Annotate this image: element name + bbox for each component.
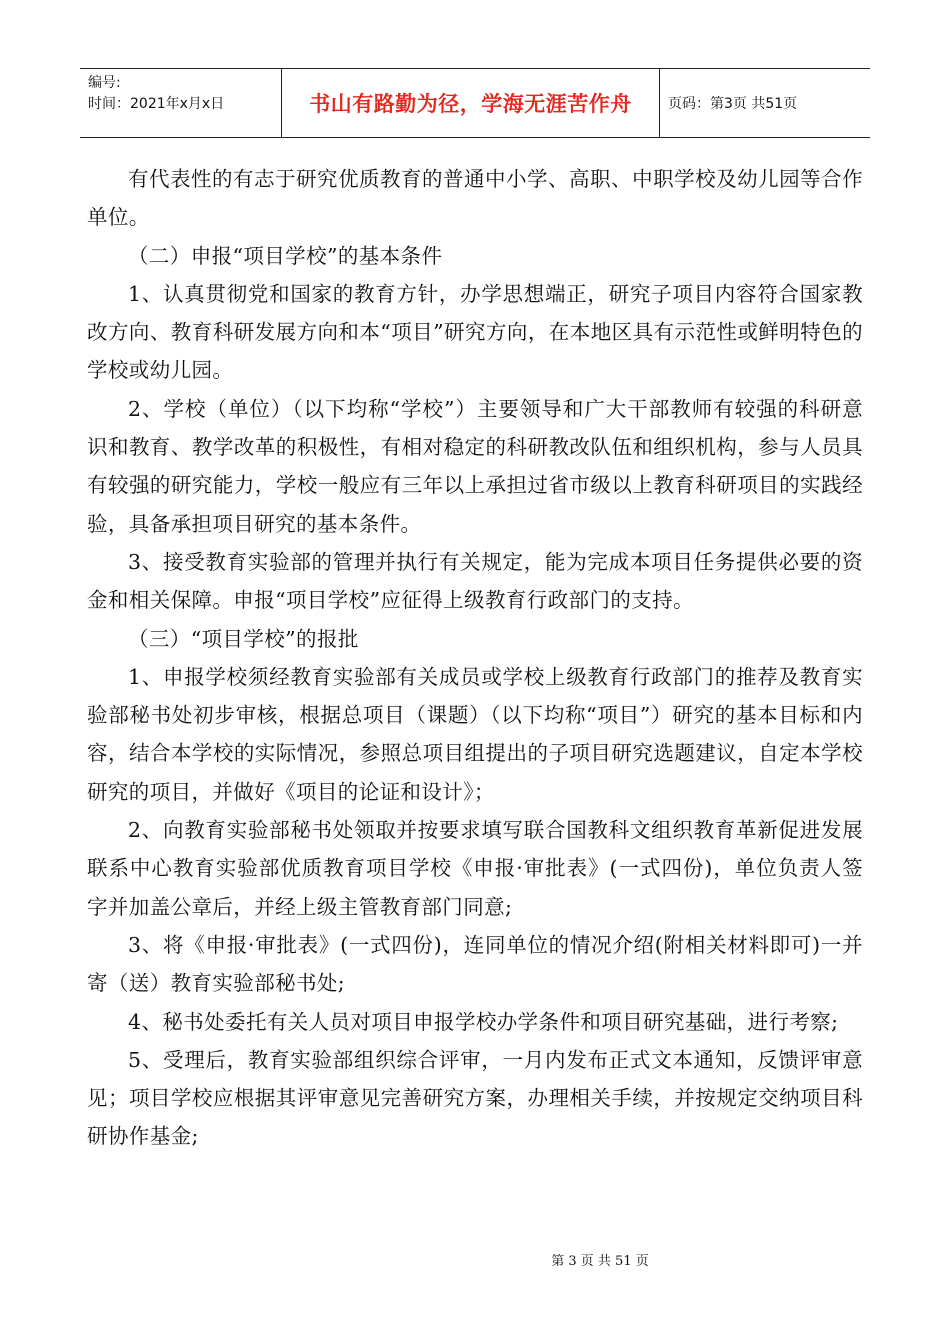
paragraph: 4、秘书处委托有关人员对项目申报学校办学条件和项目研究基础，进行考察; (128, 1009, 839, 1034)
paragraph: 1、申报学校须经教育实验部有关成员或学校上级教育行政部门的推荐及教育实验部秘书处初步审核，根据总项目（课题）（以下均称“项目”）研究的基本目标和内容，结合本学校的实际情况，参照总项目组提出的子项目研究选题建议，自定本学校研究的项目，并做好《项目的论证和设计》； (87, 664, 863, 804)
paragraph: 有代表性的有志于研究优质教育的普通中小学、高职、中职学校及幼儿园等合作单位。 (87, 167, 863, 230)
paragraph: 2、向教育实验部秘书处领取并按要求填写联合国教科文组织教育革新促进发展联系中心教育实验部优质教育项目学校《申报·审批表》(一式四份)，单位负责人签字并加盖公章后，并经上级主管教育部门同意; (87, 818, 863, 919)
paragraph: 3、将《申报·审批表》(一式四份)，连同单位的情况介绍(附相关材料即可)一并寄（送）教育实验部秘书处; (87, 932, 863, 996)
paragraph: 5、受理后，教育实验部组织综合评审，一月内发布正式文本通知，反馈评审意见；项目学校应根据其评审意见完善研究方案，办理相关手续，并按规定交纳项目科研协作基金; (87, 1047, 863, 1149)
header-motto: 书山有路勤为径，学海无涯苦作舟 (282, 69, 660, 137)
page-header (80, 68, 870, 138)
paragraph: 1、认真贯彻党和国家的教育方针，办学思想端正，研究子项目内容符合国家教改方向、教育科研发展方向和本“项目”研究方向，在本地区具有示范性或鲜明特色的学校或幼儿园。 (87, 281, 863, 383)
document-body (87, 160, 863, 1156)
document-date-label: 时间：2021年x月x日 (88, 96, 225, 112)
header-meta-cell (80, 69, 282, 137)
section-heading-2: （二）申报“项目学校”的基本条件 (128, 243, 443, 268)
header-page-info: 页码：第3页 共51页 (668, 96, 798, 112)
section-heading-3: （三）“项目学校”的报批 (128, 626, 359, 651)
page-footer: 第 3 页 共 51 页 (551, 1254, 649, 1269)
paragraph: 3、接受教育实验部的管理并执行有关规定，能为完成本项目任务提供必要的资金和相关保障。申报“项目学校”应征得上级教育行政部门的支持。 (87, 549, 863, 613)
paragraph: 2、学校（单位）（以下均称“学校”）主要领导和广大干部教师有较强的科研意识和教育、教学改革的积极性，有相对稳定的科研教改队伍和组织机构，参与人员具有较强的研究能力，学校一般应有三年以上承担过省市级以上教育科研项目的实践经验，具备承担项目研究的基本条件。 (87, 396, 863, 536)
document-number-label: 编号: (88, 75, 121, 91)
